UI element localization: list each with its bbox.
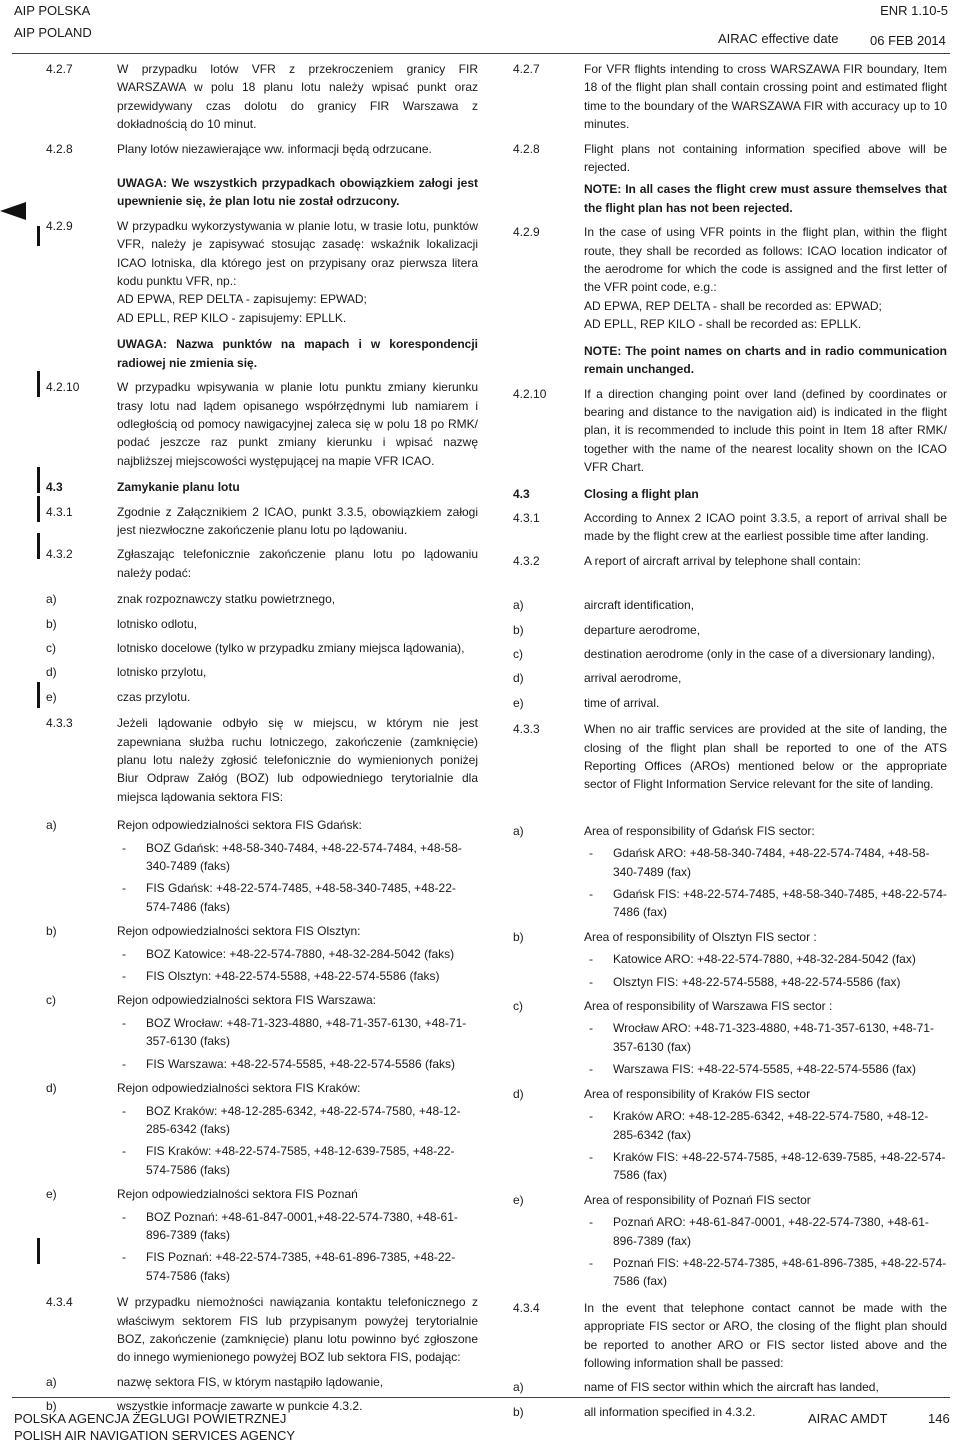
example-line: AD EPWA, REP DELTA - shall be recorded as: EPWAD; (584, 298, 882, 313)
list-text: lotnisko przylotu, (117, 665, 207, 680)
list-key: b) (513, 1404, 524, 1419)
paragraph-number: 4.3.4 (513, 1300, 540, 1315)
paragraph-4-2-9 (513, 223, 947, 333)
list-text: departure aerodrome, (584, 622, 701, 637)
paragraph-text: If a direction changing point over land (defined by coordinates or bearing and distance to the navigation aid) is indicated in the flight plan, it is recommended to include this point in Item 18 after RMK/ together with the name of the nearest locality shown on the ICAO VFR Chart. (584, 386, 947, 475)
list-key: b) (46, 924, 57, 939)
contact-text: FIS Gdańsk: +48-22-574-7485, +48-58-340-7485, +48-22-574-7486 (faks) (146, 881, 456, 914)
list-text: arrival aerodrome, (584, 671, 682, 686)
paragraph-4-3-3 (513, 720, 947, 794)
paragraph-4-2-10 (513, 385, 947, 477)
list-item (46, 639, 478, 657)
contact-line: - BOZ Katowice: +48-22-574-7880, +48-32-284-5042 (faks) (122, 946, 455, 961)
section-title: Closing a flight plan (584, 486, 699, 501)
sector-title: Rejon odpowiedzialności sektora FIS Olsztyn: (117, 924, 361, 939)
section-number: 4.3 (46, 480, 63, 495)
paragraph-text: In the case of using VFR points in the flight plan, within the flight route, they shall be recorded as follows: ICAO location indicator of the aerodrome for which the code is assigned and the first letter of the VFR point code, e.g.: (584, 225, 947, 295)
paragraph-number: 4.2.7 (513, 62, 540, 76)
paragraph-4-3-2 (513, 552, 947, 570)
list-item (513, 1378, 947, 1396)
contact-text: FIS Kraków: +48-22-574-7585, +48-12-639-7585, +48-22-574-7586 (faks) (146, 1144, 455, 1177)
list-text: czas przylotu. (117, 689, 191, 704)
list-text: all information specified in 4.3.2. (584, 1404, 756, 1419)
list-text: aircraft identification, (584, 598, 695, 613)
paragraph-number: 4.2.7 (46, 62, 73, 76)
paragraph-text: When no air traffic services are provided at the site of landing, the closing of the flight plan shall be reported to one of the ATS Reporting Offices (AROs) mentioned below or the appropriate sector of Flight Information Service relevant for the site of landing. (584, 722, 947, 792)
paragraph-number: 4.3.2 (513, 553, 540, 568)
contact-line: - Kraków ARO: +48-12-285-6342, +48-22-574-7580, +48-12-285-6342 (fax) (589, 1109, 929, 1142)
list-text: lotnisko odlotu, (117, 616, 198, 631)
contact-line: - FIS Gdańsk: +48-22-574-7485, +48-58-340-7485, +48-22-574-7486 (faks) (122, 881, 456, 914)
note-flight-plan-rejected: UWAGA: We wszystkich przypadkach obowiązkiem załogi jest upewnienie się, że plan lotu nie został odrzucony. (117, 176, 478, 209)
header-effective-date: 06 FEB 2014 (870, 33, 946, 48)
list-item (513, 645, 947, 663)
paragraph-4-2-8 (513, 140, 947, 177)
section-4-3 (46, 478, 478, 496)
contact-line: - Poznań FIS: +48-22-574-7385, +48-61-896-7385, +48-22-574-7586 (fax) (589, 1255, 947, 1289)
paragraph-4-2-7 (513, 60, 947, 134)
contact-line: - FIS Olsztyn: +48-22-574-5588, +48-22-574-5586 (faks) (122, 969, 440, 984)
list-key: c) (513, 646, 523, 661)
header-effective-label: AIRAC effective date (718, 31, 839, 46)
paragraph-text: W przypadku wykorzystywania w planie lotu, w trasie lotu, punktów VFR, należy je zapisywać stosując zasadę: wskaźnik lokalizacji ICAO lotniska, dla którego jest on przypisany oraz pierwsza litera kodu punktu VFR, np.: (117, 218, 478, 289)
note-flight-plan-rejected: NOTE: In all cases the flight crew must assure themselves that the flight plan has not been rejected. (584, 182, 947, 215)
paragraph-text: In the event that telephone contact cannot be made with the appropriate FIS sector or ARO, the closing of the flight plan should be reported to another ARO or FIS sector listed above and the following information shall be passed: (584, 1300, 947, 1370)
list-key: b) (46, 616, 57, 631)
header-rule (12, 53, 950, 54)
paragraph-text: For VFR flights intending to cross WARSZAWA FIR boundary, Item 18 of the flight plan shall contain crossing point and estimated flight time to the boundary of the WARSZAWA FIR with accuracy up to 10 minutes. (584, 62, 947, 132)
contact-line: - FIS Warszawa: +48-22-574-5585, +48-22-574-5586 (faks) (122, 1056, 456, 1071)
list-key: a) (513, 598, 524, 613)
change-bar (37, 371, 40, 397)
paragraph-4-3-1 (513, 509, 947, 546)
paragraph-number: 4.2.9 (46, 218, 73, 233)
list-key: d) (513, 1086, 524, 1101)
list-text: lotnisko docelowe (tylko w przypadku zmiany miejsca lądowania), (117, 640, 465, 655)
paragraph-text: Zgodnie z Załącznikiem 2 ICAO, punkt 3.3.5, obowiązkiem załogi jest niezwłoczne zakończenie planu lotu po lądowaniu. (117, 504, 478, 537)
contact-text: BOZ Wrocław: +48-71-323-4880, +48-71-357-6130, +48-71-357-6130 (faks) (146, 1015, 467, 1049)
contact-text: FIS Poznań: +48-22-574-7385, +48-61-896-7385, +48-22-574-7586 (faks) (146, 1250, 456, 1283)
list-item (46, 615, 478, 633)
contact-text: Gdańsk ARO: +48-58-340-7484, +48-22-574-7484, +48-58-340-7489 (fax) (613, 846, 930, 879)
sector-item (513, 997, 947, 1015)
sector-item (46, 1185, 478, 1203)
footer-org-pl: POLSKA AGENCJA ŻEGLUGI POWIETRZNEJ (14, 1411, 287, 1426)
contact-line: - Warszawa FIS: +48-22-574-5585, +48-22-574-5586 (fax) (589, 1062, 917, 1077)
contact-line: - Kraków FIS: +48-22-574-7585, +48-12-639-7585, +48-22-574-7586 (fax) (589, 1149, 946, 1183)
contact-line: - BOZ Wrocław: +48-71-323-4880, +48-71-357-6130, +48-71-357-6130 (faks) (122, 1015, 467, 1049)
example-line: AD EPLL, REP KILO - shall be recorded as: EPLLK. (584, 317, 862, 332)
list-text: time of arrival. (584, 695, 660, 710)
header-title-en: AIP POLAND (14, 25, 92, 40)
footer-amdt-label: AIRAC AMDT (808, 1411, 888, 1426)
contact-text: Kraków ARO: +48-12-285-6342, +48-22-574-7580, +48-12-285-6342 (fax) (613, 1109, 929, 1142)
paragraph-number: 4.2.9 (513, 225, 540, 240)
paragraph-text: W przypadku wpisywania w planie lotu punktu zmiany kierunku trasy lotu nad lądem opisanego współrzędnymi lub namiarem i odległością od pomocy nawigacyjnej zaleca się w polu 18 po RMK/ podać jeszcze raz punkt zmiany kierunku i wpisać nazwę najbliższej miejscowości występującej na mapie VFR ICAO. (117, 380, 478, 468)
list-item (46, 663, 478, 681)
paragraph-number: 4.3.2 (46, 547, 73, 562)
paragraph-text: Zgłaszając telefonicznie zakończenie planu lotu po lądowaniu należy podać: (117, 547, 478, 580)
list-item (513, 669, 947, 687)
list-item (46, 688, 478, 706)
contact-line: - FIS Poznań: +48-22-574-7385, +48-61-896-7385, +48-22-574-7586 (faks) (122, 1250, 456, 1283)
column-english (513, 60, 947, 1425)
contact-text: FIS Olsztyn: +48-22-574-5588, +48-22-574-5586 (faks) (146, 969, 440, 984)
paragraph-number: 4.3.3 (46, 716, 73, 731)
section-title: Zamykanie planu lotu (117, 480, 240, 495)
sector-item (513, 1085, 947, 1103)
contact-text: Olsztyn FIS: +48-22-574-5588, +48-22-574-5586 (fax) (613, 974, 901, 989)
contact-line: - BOZ Kraków: +48-12-285-6342, +48-22-574-7580, +48-12-285-6342 (faks) (122, 1103, 461, 1136)
paragraph-4-2-8 (46, 140, 478, 158)
change-bar (37, 533, 40, 559)
list-key: b) (513, 929, 524, 944)
list-key: d) (46, 665, 57, 680)
contact-text: BOZ Katowice: +48-22-574-7880, +48-32-284-5042 (faks) (146, 946, 455, 961)
contact-line: - Olsztyn FIS: +48-22-574-5588, +48-22-574-5586 (fax) (589, 974, 901, 989)
sector-item (46, 1079, 478, 1097)
paragraph-4-2-7 (46, 60, 478, 134)
paragraph-number: 4.3.1 (46, 504, 73, 519)
note-point-names: UWAGA: Nazwa punktów na mapach i w korespondencji radiowej nie zmienia się. (117, 337, 478, 370)
paragraph-number: 4.2.8 (46, 141, 73, 156)
list-text: znak rozpoznawczy statku powietrznego, (117, 592, 336, 607)
contact-line: - BOZ Gdańsk: +48-58-340-7484, +48-22-574-7484, +48-58-340-7489 (faks) (122, 840, 462, 874)
footer-rule (12, 1397, 950, 1398)
paragraph-number: 4.3.4 (46, 1295, 73, 1310)
sector-item (513, 928, 947, 946)
section-4-3 (513, 485, 947, 503)
paragraph-number: 4.3.1 (513, 510, 540, 525)
section-number: 4.3 (513, 486, 530, 501)
list-text: destination aerodrome (only in the case of a diversionary landing), (584, 646, 935, 661)
amendment-arrow-icon (0, 202, 26, 220)
contact-text: Poznań ARO: +48-61-847-0001, +48-22-574-7380, +48-61-896-7389 (fax) (613, 1215, 929, 1248)
sector-title: Area of responsibility of Kraków FIS sector (584, 1086, 811, 1101)
sector-item (46, 991, 478, 1009)
list-key: c) (46, 640, 56, 655)
sector-item (513, 1191, 947, 1209)
list-key: c) (513, 999, 523, 1014)
list-key: e) (513, 1192, 524, 1207)
contact-text: BOZ Gdańsk: +48-58-340-7484, +48-22-574-7484, +48-58-340-7489 (faks) (146, 840, 462, 874)
sector-item (46, 922, 478, 940)
list-text: nazwę sektora FIS, w którym nastąpiło lądowanie, (117, 1374, 384, 1389)
sector-title: Area of responsibility of Gdańsk FIS sector: (584, 823, 815, 838)
column-polish (46, 60, 478, 1420)
paragraph-text: Plany lotów niezawierające ww. informacji będą odrzucane. (117, 141, 432, 156)
list-key: a) (513, 823, 524, 838)
change-bar (37, 682, 40, 708)
paragraph-text: W przypadku lotów VFR z przekroczeniem granicy FIR WARSZAWA w polu 18 planu lotu należy wpisać punkt oraz przewidywany czas dolotu do granicy FIR Warszawa z dokładnością do 10 minut. (117, 62, 478, 132)
change-bar (37, 467, 40, 493)
sector-title: Rejon odpowiedzialności sektora FIS Warszawa: (117, 993, 377, 1008)
header-title-pl: AIP POLSKA (14, 3, 91, 18)
list-item (46, 590, 478, 608)
sector-item (46, 816, 478, 834)
list-item (513, 596, 947, 614)
footer-amdt-number: 146 (928, 1411, 950, 1426)
list-key: d) (513, 671, 524, 686)
list-key: a) (46, 592, 57, 607)
contact-text: Gdańsk FIS: +48-22-574-7485, +48-58-340-7485, +48-22-574-7486 (fax) (613, 887, 947, 920)
list-key: e) (46, 1187, 57, 1202)
list-item (513, 621, 947, 639)
paragraph-4-3-4 (46, 1293, 478, 1367)
list-text: wszystkie informacje zawarte w punkcie 4.3.2. (117, 1399, 363, 1414)
list-key: b) (513, 622, 524, 637)
example-line: AD EPLL, REP KILO - zapisujemy: EPLLK. (117, 310, 347, 325)
sector-item (513, 822, 947, 840)
list-key: e) (513, 695, 524, 710)
contact-text: BOZ Kraków: +48-12-285-6342, +48-22-574-7580, +48-12-285-6342 (faks) (146, 1103, 461, 1136)
contact-line: - Gdańsk FIS: +48-22-574-7485, +48-58-340-7485, +48-22-574-7486 (fax) (589, 887, 947, 920)
list-key: c) (46, 993, 56, 1008)
paragraph-4-2-9 (46, 217, 478, 327)
contact-line: - FIS Kraków: +48-22-574-7585, +48-12-639-7585, +48-22-574-7586 (faks) (122, 1144, 455, 1177)
list-key: d) (46, 1081, 57, 1096)
list-key: b) (46, 1399, 57, 1414)
list-key: a) (513, 1380, 524, 1395)
footer-org-en: POLISH AIR NAVIGATION SERVICES AGENCY (14, 1428, 296, 1443)
paragraph-text: W przypadku niemożności nawiązania kontaktu telefonicznego z właściwym sektorem FIS lub przypisanym powyżej terytorialnie BOZ, zakończenie (zamknięcie) planu lotu powinno być zgłoszone do innego wymienionego powyżej BOZ lub sektora FIS, podając: (117, 1295, 478, 1365)
contact-text: Poznań FIS: +48-22-574-7385, +48-61-896-7385, +48-22-574-7586 (fax) (613, 1255, 947, 1289)
paragraph-4-3-1 (46, 503, 478, 540)
sector-title: Area of responsibility of Poznań FIS sector (584, 1192, 811, 1207)
note-point-names: NOTE: The point names on charts and in radio communication remain unchanged. (584, 343, 947, 377)
header-page-ref: ENR 1.10-5 (880, 3, 948, 18)
list-key: a) (46, 818, 57, 833)
change-bar (37, 226, 40, 246)
list-item (513, 694, 947, 712)
contact-line: - BOZ Poznań: +48-61-847-0001,+48-22-574-7380, +48-61-896-7389 (faks) (122, 1209, 458, 1242)
paragraph-4-3-4 (513, 1299, 947, 1373)
contact-text: Katowice ARO: +48-22-574-7880, +48-32-284-5042 (fax) (613, 952, 916, 967)
change-bar (37, 1238, 40, 1264)
sector-title: Area of responsibility of Warszawa FIS sector : (584, 999, 833, 1014)
paragraph-text: A report of aircraft arrival by telephone shall contain: (584, 553, 861, 568)
contact-text: FIS Warszawa: +48-22-574-5585, +48-22-574-5586 (faks) (146, 1056, 456, 1071)
contact-line: - Katowice ARO: +48-22-574-7880, +48-32-284-5042 (fax) (589, 952, 916, 967)
list-key: a) (46, 1374, 57, 1389)
paragraph-4-2-10 (46, 378, 478, 470)
sector-title: Rejon odpowiedzialności sektora FIS Poznań (117, 1187, 358, 1202)
contact-text: BOZ Poznań: +48-61-847-0001,+48-22-574-7380, +48-61-896-7389 (faks) (146, 1209, 458, 1242)
contact-line: - Gdańsk ARO: +48-58-340-7484, +48-22-574-7484, +48-58-340-7489 (fax) (589, 846, 930, 879)
contact-text: Wrocław ARO: +48-71-323-4880, +48-71-357-6130, +48-71-357-6130 (fax) (613, 1021, 934, 1054)
list-item (46, 1373, 478, 1391)
sector-title: Area of responsibility of Olsztyn FIS sector : (584, 929, 817, 944)
paragraph-number: 4.2.8 (513, 141, 540, 156)
contact-text: Warszawa FIS: +48-22-574-5585, +48-22-574-5586 (fax) (613, 1062, 917, 1077)
sector-title: Rejon odpowiedzialności sektora FIS Gdańsk: (117, 818, 362, 833)
paragraph-4-3-2 (46, 545, 478, 582)
contact-line: - Wrocław ARO: +48-71-323-4880, +48-71-357-6130, +48-71-357-6130 (fax) (589, 1021, 934, 1054)
list-text: name of FIS sector within which the aircraft has landed, (584, 1380, 879, 1395)
contact-text: Kraków FIS: +48-22-574-7585, +48-12-639-7585, +48-22-574-7586 (fax) (613, 1149, 946, 1183)
paragraph-text: According to Annex 2 ICAO point 3.3.5, a report of arrival shall be made by the flight crew at the earliest possible time after landing. (584, 510, 947, 544)
paragraph-text: Jeżeli lądowanie odbyło się w miejscu, w którym nie jest zapewniana służba ruchu lotniczego, zakończenie (zamknięcie) planu lotu należy zgłosić telefonicznie do wymienionych poniżej Biur Odpraw Załóg (BOZ) lub odpowiedniego terytorialnie dla miejsca lądowania sektora FIS: (117, 716, 478, 804)
list-key: e) (46, 689, 57, 704)
example-line: AD EPWA, REP DELTA - zapisujemy: EPWAD; (117, 292, 367, 307)
change-bar (37, 496, 40, 522)
paragraph-4-3-3 (46, 714, 478, 806)
contact-line: - Poznań ARO: +48-61-847-0001, +48-22-574-7380, +48-61-896-7389 (fax) (589, 1215, 929, 1248)
paragraph-text: Flight plans not containing information specified above will be rejected. (584, 141, 947, 175)
paragraph-number: 4.2.10 (46, 380, 80, 395)
sector-title: Rejon odpowiedzialności sektora FIS Kraków: (117, 1081, 361, 1096)
paragraph-number: 4.2.10 (513, 386, 547, 401)
paragraph-number: 4.3.3 (513, 722, 540, 737)
